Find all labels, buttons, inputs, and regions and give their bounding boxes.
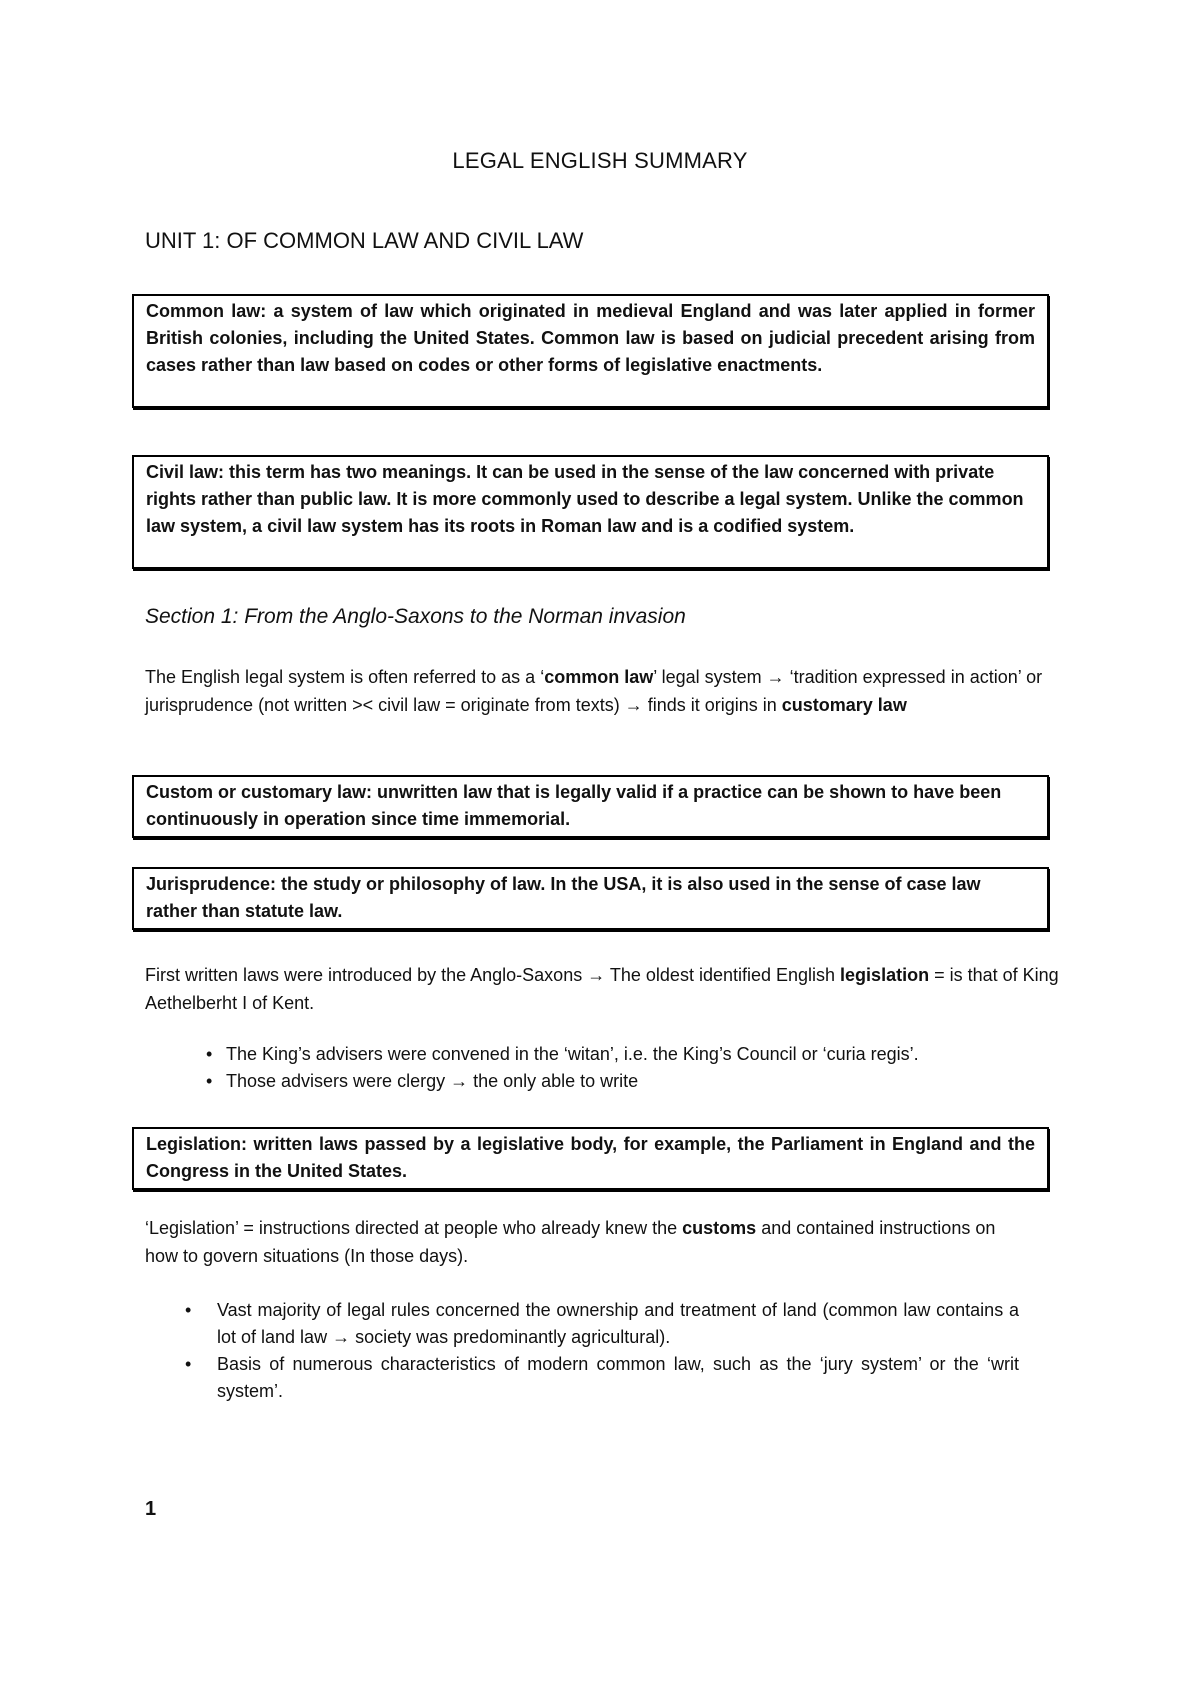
definition-text: unwritten law that is legally valid if a practice can be shown to have been continuously in operation since time immemorial. [146,782,1002,829]
unit-heading: UNIT 1: OF COMMON LAW AND CIVIL LAW [145,228,584,253]
list-item-text: The King’s advisers were convened in the ‘witan’, i.e. the King’s Council or ‘curia regis’. [226,1044,919,1064]
paragraph-legislation-explained [145,1214,1005,1270]
list-item [185,1351,1019,1405]
bullet-list-advisers [206,1041,1086,1095]
list-item-text: Basis of numerous characteristics of modern common law, such as the ‘jury system’ or the ‘writ system’. [217,1354,1019,1401]
arrow-icon: → [450,1071,469,1091]
text-run: = is that of King Aethelberht I of Kent. [145,965,1059,1013]
section-heading: Section 1: From the Anglo-Saxons to the Norman invasion [145,605,686,628]
list-item [206,1041,1086,1068]
bullet-icon: • [206,1044,213,1064]
arrow-icon: → [624,695,643,715]
definition-term: Custom or customary law: [146,782,373,802]
list-item-text: society was predominantly agricultural). [350,1327,671,1347]
arrow-icon: → [766,667,785,687]
definition-box-jurisprudence [132,867,1049,930]
definition-box-common-law [132,294,1049,408]
bullet-icon: • [185,1354,192,1374]
list-item [185,1297,1019,1351]
paragraph-common-law-intro [145,663,1075,719]
text-run: and contained instructions on how to govern situations (In those days). [145,1218,996,1266]
definition-text: the study or philosophy of law. In the USA, it is also used in the sense of case law rather than statute law. [146,874,981,921]
bullet-icon: • [185,1300,192,1320]
list-item [206,1068,1086,1095]
text-run: The oldest identified English [605,965,841,985]
definition-box-legislation [132,1127,1049,1190]
bold-term: customs [682,1218,757,1238]
definition-term: Civil law: [146,462,225,482]
bullet-list-land-law [185,1297,1019,1405]
bold-term: common law [544,667,654,687]
definition-term: Legislation: [146,1134,248,1154]
bullet-icon: • [206,1071,213,1091]
paragraph-first-written-laws [145,961,1075,1017]
bold-term: legislation [840,965,930,985]
definition-term: Common law: [146,301,267,321]
list-item-text: Those advisers were clergy [226,1071,451,1091]
arrow-icon: → [587,965,606,985]
bold-term: customary law [781,695,907,715]
text-run: finds it origins in [642,695,782,715]
list-item-text: the only able to write [468,1071,639,1091]
definition-box-civil-law [132,455,1049,569]
definition-term: Jurisprudence: [146,874,277,894]
definition-box-customary-law [132,775,1049,838]
text-run: ’ legal system [653,667,767,687]
list-item-text: Vast majority of legal rules concerned the ownership and treatment of land (common law contains a lot of land law [217,1300,1019,1347]
arrow-icon: → [332,1327,351,1347]
text-run: First written laws were introduced by the Anglo-Saxons [145,965,588,985]
text-run: ‘Legislation’ = instructions directed at people who already knew the [145,1218,683,1238]
definition-text: a system of law which originated in medieval England and was later applied in former British colonies, including the United States. Common law is based on judicial precedent arising from cases rather than law based on codes or other forms of legislative enactments. [146,301,1035,375]
text-run: ‘tradition expressed in action’ or jurisprudence (not written >< civil law = originate from texts) [145,667,1043,715]
definition-text: written laws passed by a legislative body, for example, the Parliament in England and the Congress in the United States. [146,1134,1035,1181]
page-number: 1 [145,1498,157,1520]
text-run: The English legal system is often referred to as a ‘ [145,667,545,687]
document-title: LEGAL ENGLISH SUMMARY [452,148,748,173]
definition-text: this term has two meanings. It can be used in the sense of the law concerned with private rights rather than public law. It is more commonly used to describe a legal system. Unlike the common law system, a civil law system has its roots in Roman law and is a codified system. [146,462,1024,536]
